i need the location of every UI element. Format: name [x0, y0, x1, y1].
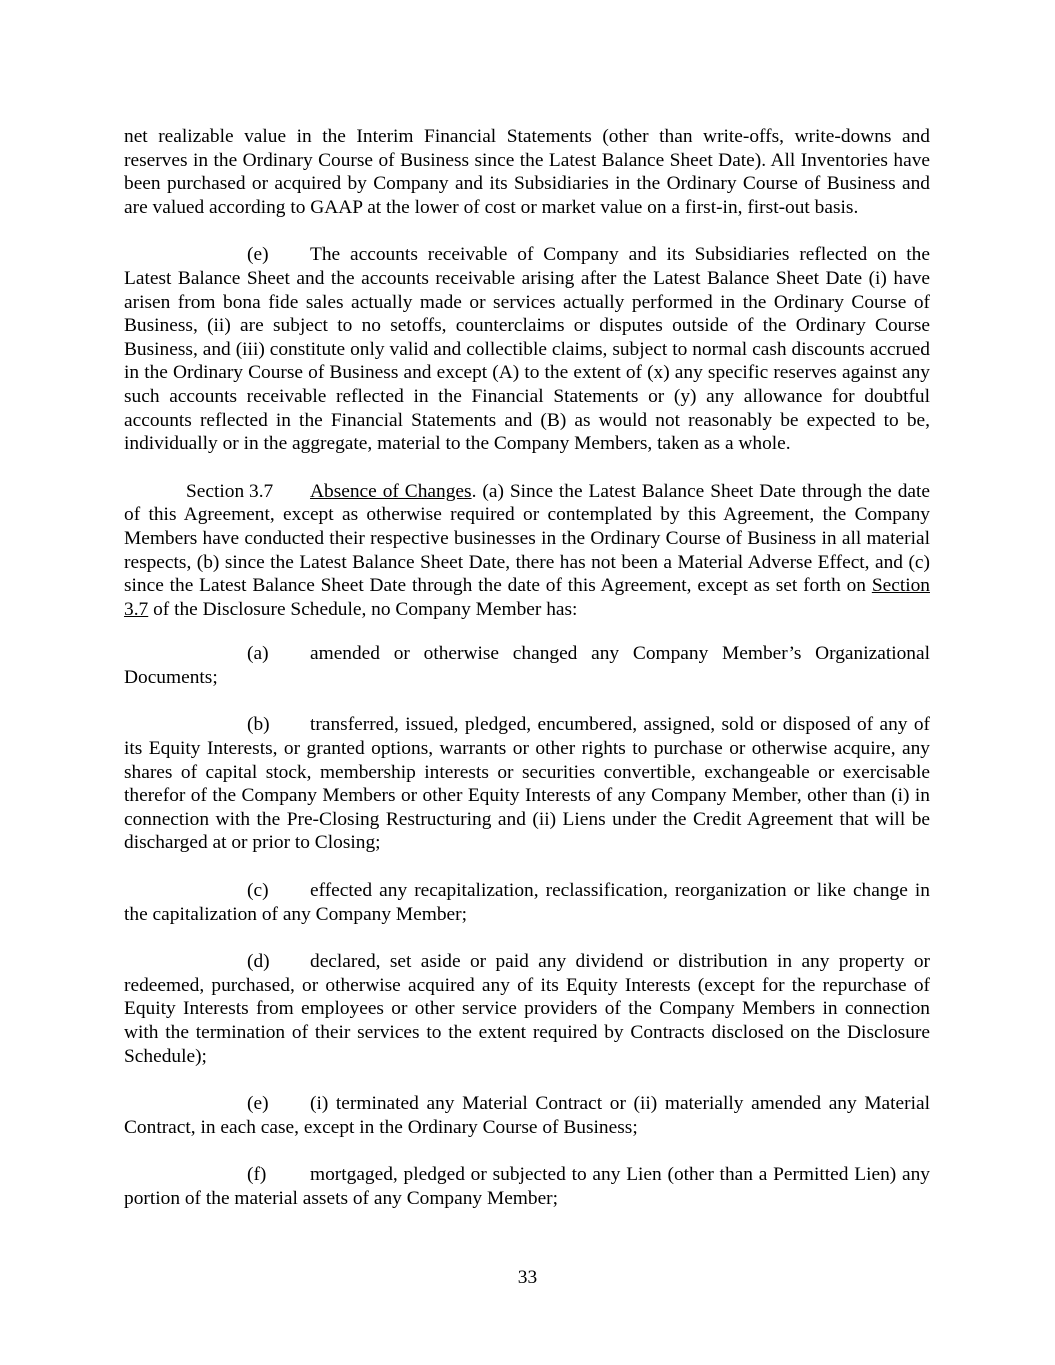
- list-item-b: [124, 713, 930, 855]
- item-label: (e): [247, 1093, 269, 1115]
- section-text-before-ref: . (a) Since the Latest Balance Sheet Date through the date of this Agreement, except as otherwise required or contemplated by this Agreement, the Company Members have conducted their respective businesses in the Ordinary Course of Business in all material respects, (b) since the Latest Balance Sheet Date, there has not been a Material Adverse Effect, and (c) since the Latest Balance Sheet Date through the date of this Agreement, except as set forth on: [124, 480, 930, 597]
- section-text-after-ref: of the Disclosure Schedule, no Company Member has:: [148, 598, 578, 620]
- item-label: (c): [247, 880, 269, 902]
- list-item-e: [124, 1092, 930, 1139]
- paragraph-inventories-continued: net realizable value in the Interim Financial Statements (other than write-offs, write-downs and reserves in the Ordinary Course of Business since the Latest Balance Sheet Date). All Inventories have been purchased or acquired by Company and its Subsidiaries in the Ordinary Course of Business and are valued according to GAAP at the lower of cost or market value on a first-in, first-out basis.: [124, 126, 930, 218]
- item-label: (b): [247, 714, 270, 736]
- section-number: Section 3.7: [186, 480, 274, 502]
- item-label: (f): [247, 1164, 267, 1186]
- item-text: declared, set aside or paid any dividend or distribution in any property or redeemed, purchased, or otherwise acquired any of its Equity Interests (except for the repurchase of Equity Interests from employees or other service providers of the Company Members in connection with the termination of their services to the extent required by Contracts disclosed on the Disclosure Schedule);: [124, 951, 930, 1067]
- page-number: 33: [517, 1267, 538, 1288]
- list-item-c: [124, 879, 930, 926]
- section-3-7-paragraph: [124, 480, 930, 622]
- clause-label: (e): [247, 244, 269, 266]
- item-text: transferred, issued, pledged, encumbered, assigned, sold or disposed of any of its Equity Interests, or granted options, warrants or other rights to purchase or otherwise acquire, any shares of capital stock, membership interests or securities convertible, exchangeable or exercisable therefor of the Company Members or other Equity Interests of any Company Member, other than (i) in connection with the Pre-Closing Restructuring and (ii) Liens under the Credit Agreement that will be discharged at or prior to Closing;: [124, 714, 930, 854]
- section-cross-reference: Section 3.7: [124, 575, 930, 620]
- document-body: [124, 125, 930, 1211]
- item-text: mortgaged, pledged or subjected to any Lien (other than a Permitted Lien) any portion of the material assets of any Company Member;: [124, 1164, 930, 1209]
- list-item-a: [124, 642, 930, 689]
- list-item-d: [124, 950, 930, 1068]
- item-text: effected any recapitalization, reclassification, reorganization or like change in the capitalization of any Company Member;: [124, 880, 930, 925]
- section-heading: Absence of Changes: [310, 480, 472, 502]
- item-label: (a): [247, 643, 269, 665]
- item-text: amended or otherwise changed any Company Member’s Organizational Documents;: [124, 643, 930, 688]
- item-text: (i) terminated any Material Contract or (ii) materially amended any Material Contract, in each case, except in the Ordinary Course of Business;: [124, 1093, 930, 1138]
- clause-text: The accounts receivable of Company and its Subsidiaries reflected on the Latest Balance Sheet and the accounts receivable arising after the Latest Balance Sheet Date (i) have arisen from bona fide sales actually made or services actually performed in the Ordinary Course of Business, (ii) are subject to no setoffs, counterclaims or disputes outside of the Ordinary Course Business, and (iii) constitute only valid and collectible claims, subject to normal cash discounts accrued in the Ordinary Course of Business and except (A) to the extent of (x) any specific reserves against any such accounts receivable reflected in the Financial Statements or (y) any allowance for doubtful accounts reflected in the Financial Statements and (B) as would not reasonably be expected to be, individually or in the aggregate, material to the Company Members, taken as a whole.: [124, 244, 930, 455]
- list-item-f: [124, 1163, 930, 1210]
- paragraph-accounts-receivable: [124, 243, 930, 455]
- item-label: (d): [247, 951, 270, 973]
